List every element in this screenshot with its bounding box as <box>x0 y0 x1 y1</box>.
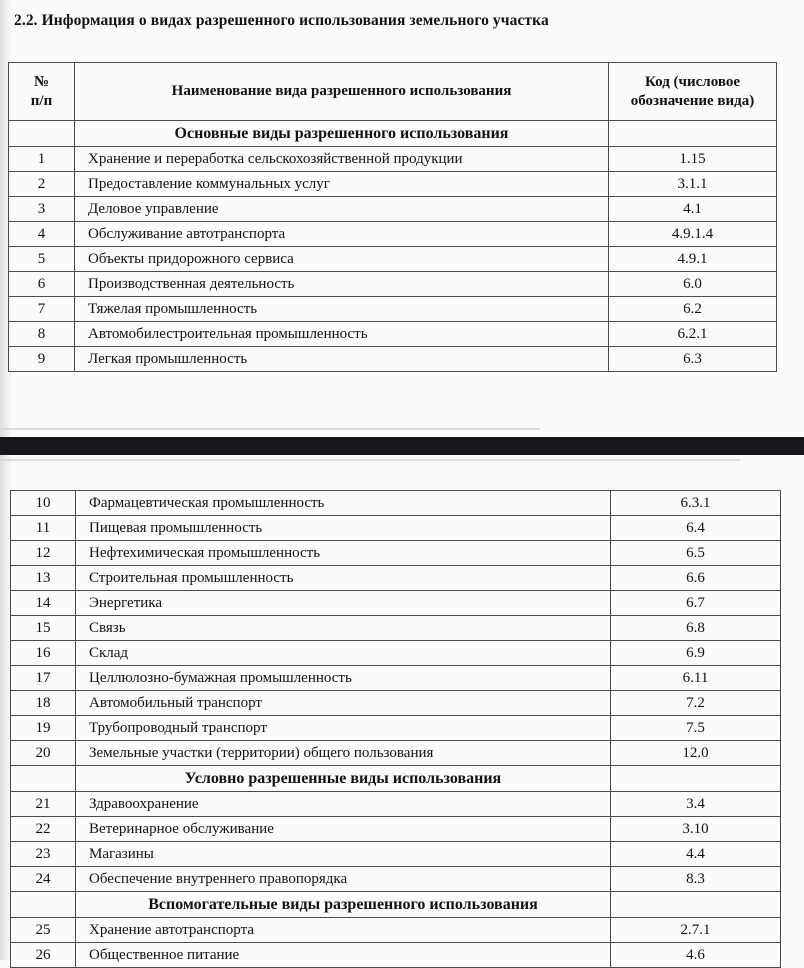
row-number-cell: 11 <box>11 516 76 541</box>
row-name-cell: Хранение и переработка сельскохозяйственной продукции <box>75 147 609 172</box>
row-name-cell: Общественное питание <box>76 943 611 968</box>
table-row <box>11 666 781 691</box>
row-number-cell: 13 <box>11 566 76 591</box>
row-number-cell: 26 <box>11 943 76 968</box>
section-empty-num-cell <box>9 121 75 147</box>
row-code-cell: 6.2 <box>609 297 777 322</box>
row-name-cell: Легкая промышленность <box>75 347 609 372</box>
row-code-cell: 3.1.1 <box>609 172 777 197</box>
row-name-cell: Целлюлозно-бумажная промышленность <box>76 666 611 691</box>
row-code-cell: 6.4 <box>611 516 781 541</box>
table-row <box>11 591 781 616</box>
col-header-name: Наименование вида разрешенного использования <box>75 63 609 121</box>
table-row <box>11 741 781 766</box>
row-number-cell: 24 <box>11 867 76 892</box>
row-code-cell: 4.6 <box>611 943 781 968</box>
table-row <box>11 716 781 741</box>
row-number-cell: 5 <box>9 247 75 272</box>
table-row <box>11 792 781 817</box>
row-name-cell: Нефтехимическая промышленность <box>76 541 611 566</box>
section-row <box>11 892 781 918</box>
page-break-bar <box>0 437 804 455</box>
row-code-cell: 4.1 <box>609 197 777 222</box>
row-number-cell: 17 <box>11 666 76 691</box>
row-number-cell: 23 <box>11 842 76 867</box>
row-code-cell: 4.9.1.4 <box>609 222 777 247</box>
row-name-cell: Склад <box>76 641 611 666</box>
row-code-cell: 3.4 <box>611 792 781 817</box>
table-row <box>11 867 781 892</box>
row-code-cell: 2.7.1 <box>611 918 781 943</box>
table-row <box>9 147 777 172</box>
row-code-cell: 6.7 <box>611 591 781 616</box>
row-number-cell: 10 <box>11 491 76 516</box>
table-row <box>9 247 777 272</box>
row-number-cell: 21 <box>11 792 76 817</box>
table-row <box>11 943 781 968</box>
row-name-cell: Обслуживание автотранспорта <box>75 222 609 247</box>
land-use-table-part1 <box>8 62 777 372</box>
table-row <box>9 347 777 372</box>
table-row <box>11 541 781 566</box>
row-name-cell: Автомобильный транспорт <box>76 691 611 716</box>
row-code-cell: 6.11 <box>611 666 781 691</box>
table-row <box>9 222 777 247</box>
row-number-cell: 25 <box>11 918 76 943</box>
row-number-cell: 19 <box>11 716 76 741</box>
row-name-cell: Здравоохранение <box>76 792 611 817</box>
table-row <box>11 616 781 641</box>
row-name-cell: Пищевая промышленность <box>76 516 611 541</box>
row-code-cell: 6.2.1 <box>609 322 777 347</box>
table-row <box>9 322 777 347</box>
table-row <box>11 691 781 716</box>
row-code-cell: 6.3.1 <box>611 491 781 516</box>
row-name-cell: Строительная промышленность <box>76 566 611 591</box>
section-title-cell: Условно разрешенные виды использования <box>76 766 611 792</box>
table-row <box>11 566 781 591</box>
table-row <box>9 197 777 222</box>
row-name-cell: Автомобилестроительная промышленность <box>75 322 609 347</box>
row-name-cell: Земельные участки (территории) общего пользования <box>76 741 611 766</box>
table-row <box>9 272 777 297</box>
row-name-cell: Предоставление коммунальных услуг <box>75 172 609 197</box>
section-empty-code-cell <box>611 766 781 792</box>
row-number-cell: 4 <box>9 222 75 247</box>
row-number-cell: 14 <box>11 591 76 616</box>
row-name-cell: Объекты придорожного сервиса <box>75 247 609 272</box>
row-number-cell: 6 <box>9 272 75 297</box>
row-code-cell: 6.8 <box>611 616 781 641</box>
row-code-cell: 7.2 <box>611 691 781 716</box>
section-empty-code-cell <box>611 892 781 918</box>
table-row <box>11 918 781 943</box>
row-number-cell: 7 <box>9 297 75 322</box>
section-title-cell: Вспомогательные виды разрешенного использования <box>76 892 611 918</box>
row-code-cell: 3.10 <box>611 817 781 842</box>
table-row <box>11 516 781 541</box>
row-code-cell: 8.3 <box>611 867 781 892</box>
row-name-cell: Связь <box>76 616 611 641</box>
land-use-table-part2 <box>10 490 781 968</box>
row-code-cell: 6.3 <box>609 347 777 372</box>
row-name-cell: Тяжелая промышленность <box>75 297 609 322</box>
row-code-cell: 4.9.1 <box>609 247 777 272</box>
row-name-cell: Хранение автотранспорта <box>76 918 611 943</box>
row-name-cell: Обеспечение внутреннего правопорядка <box>76 867 611 892</box>
section-empty-code-cell <box>609 121 777 147</box>
row-code-cell: 12.0 <box>611 741 781 766</box>
section-row <box>9 121 777 147</box>
col-header-num-line2: п/п <box>30 92 53 109</box>
row-number-cell: 16 <box>11 641 76 666</box>
table-row <box>11 817 781 842</box>
table-row <box>11 842 781 867</box>
row-number-cell: 3 <box>9 197 75 222</box>
col-header-code: Код (числовое обозначение вида) <box>609 63 777 121</box>
row-number-cell: 18 <box>11 691 76 716</box>
table-row <box>9 297 777 322</box>
row-name-cell: Магазины <box>76 842 611 867</box>
table-row <box>11 641 781 666</box>
row-number-cell: 20 <box>11 741 76 766</box>
section-empty-num-cell <box>11 892 76 918</box>
row-name-cell: Энергетика <box>76 591 611 616</box>
section-title-cell: Основные виды разрешенного использования <box>75 121 609 147</box>
page-title: 2.2. Информация о видах разрешенного использования земельного участка <box>14 12 549 29</box>
scan-artifact-line <box>0 428 540 430</box>
col-header-num <box>9 63 75 121</box>
row-number-cell: 1 <box>9 147 75 172</box>
row-number-cell: 9 <box>9 347 75 372</box>
section-empty-num-cell <box>11 766 76 792</box>
row-number-cell: 12 <box>11 541 76 566</box>
row-code-cell: 6.6 <box>611 566 781 591</box>
row-code-cell: 6.5 <box>611 541 781 566</box>
scan-artifact-line <box>0 459 740 461</box>
row-code-cell: 1.15 <box>609 147 777 172</box>
row-code-cell: 6.9 <box>611 641 781 666</box>
row-name-cell: Деловое управление <box>75 197 609 222</box>
col-header-num-line1: № <box>33 73 50 90</box>
row-number-cell: 15 <box>11 616 76 641</box>
table-row <box>9 172 777 197</box>
row-name-cell: Ветеринарное обслуживание <box>76 817 611 842</box>
row-code-cell: 6.0 <box>609 272 777 297</box>
row-name-cell: Трубопроводный транспорт <box>76 716 611 741</box>
row-number-cell: 2 <box>9 172 75 197</box>
row-name-cell: Производственная деятельность <box>75 272 609 297</box>
table-row <box>11 491 781 516</box>
row-name-cell: Фармацевтическая промышленность <box>76 491 611 516</box>
row-code-cell: 7.5 <box>611 716 781 741</box>
row-code-cell: 4.4 <box>611 842 781 867</box>
row-number-cell: 22 <box>11 817 76 842</box>
table-header-row <box>9 63 777 121</box>
row-number-cell: 8 <box>9 322 75 347</box>
section-row <box>11 766 781 792</box>
